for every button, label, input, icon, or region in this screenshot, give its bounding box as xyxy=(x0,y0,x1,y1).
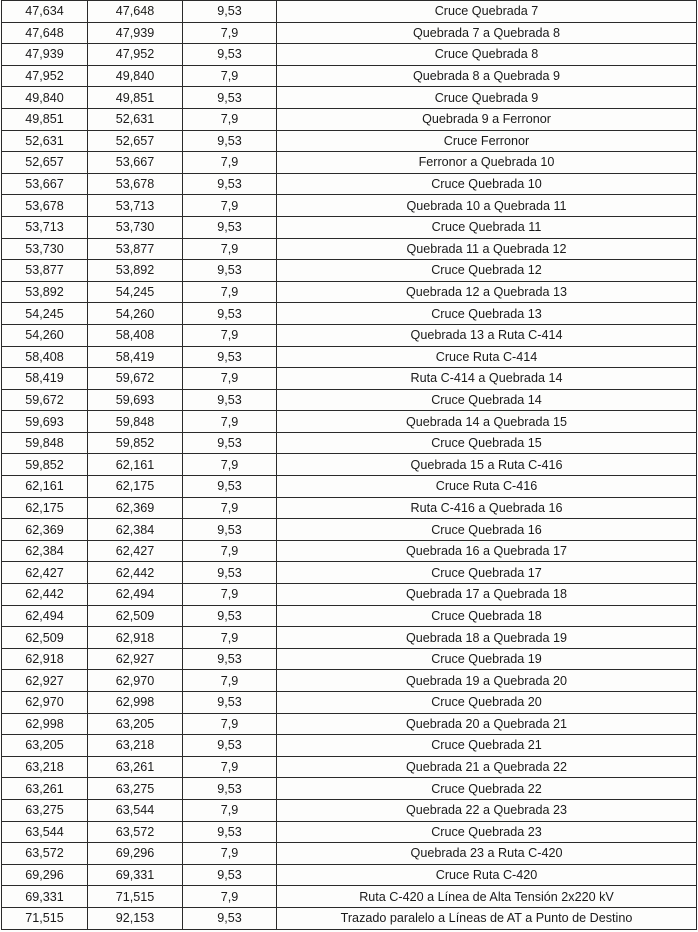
km-start-cell: 47,648 xyxy=(2,22,88,44)
width-cell: 9,53 xyxy=(183,87,277,109)
km-start-cell: 62,927 xyxy=(2,670,88,692)
width-cell: 9,53 xyxy=(183,519,277,541)
width-cell: 9,53 xyxy=(183,648,277,670)
km-end-cell: 54,245 xyxy=(88,281,183,303)
table-row xyxy=(2,432,697,454)
table-row xyxy=(2,87,697,109)
km-end-cell: 69,296 xyxy=(88,843,183,865)
description-cell: Quebrada 13 a Ruta C-414 xyxy=(277,324,697,346)
km-end-cell: 63,572 xyxy=(88,821,183,843)
description-cell: Cruce Quebrada 22 xyxy=(277,778,697,800)
table-row xyxy=(2,584,697,606)
description-cell: Cruce Quebrada 21 xyxy=(277,735,697,757)
table-row xyxy=(2,799,697,821)
width-cell: 7,9 xyxy=(183,152,277,174)
km-start-cell: 69,331 xyxy=(2,886,88,908)
km-start-cell: 52,631 xyxy=(2,130,88,152)
table-row xyxy=(2,735,697,757)
km-start-cell: 71,515 xyxy=(2,907,88,929)
description-cell: Cruce Quebrada 20 xyxy=(277,692,697,714)
width-cell: 9,53 xyxy=(183,476,277,498)
width-cell: 9,53 xyxy=(183,216,277,238)
km-start-cell: 58,408 xyxy=(2,346,88,368)
width-cell: 9,53 xyxy=(183,389,277,411)
description-cell: Cruce Quebrada 7 xyxy=(277,1,697,23)
width-cell: 7,9 xyxy=(183,843,277,865)
km-end-cell: 62,918 xyxy=(88,627,183,649)
table-row xyxy=(2,648,697,670)
table-row xyxy=(2,519,697,541)
width-cell: 9,53 xyxy=(183,1,277,23)
table-row xyxy=(2,886,697,908)
width-cell: 7,9 xyxy=(183,886,277,908)
km-start-cell: 54,245 xyxy=(2,303,88,325)
width-cell: 7,9 xyxy=(183,238,277,260)
km-start-cell: 59,672 xyxy=(2,389,88,411)
km-start-cell: 59,848 xyxy=(2,432,88,454)
table-row xyxy=(2,65,697,87)
km-start-cell: 63,205 xyxy=(2,735,88,757)
km-start-cell: 62,175 xyxy=(2,497,88,519)
width-cell: 9,53 xyxy=(183,432,277,454)
width-cell: 9,53 xyxy=(183,907,277,929)
km-end-cell: 59,852 xyxy=(88,432,183,454)
description-cell: Cruce Quebrada 12 xyxy=(277,260,697,282)
km-end-cell: 62,384 xyxy=(88,519,183,541)
width-cell: 7,9 xyxy=(183,368,277,390)
table-row xyxy=(2,497,697,519)
table-row xyxy=(2,44,697,66)
width-cell: 7,9 xyxy=(183,411,277,433)
km-start-cell: 62,369 xyxy=(2,519,88,541)
table-row xyxy=(2,1,697,23)
km-end-cell: 54,260 xyxy=(88,303,183,325)
width-cell: 9,53 xyxy=(183,173,277,195)
width-cell: 9,53 xyxy=(183,562,277,584)
table-row xyxy=(2,22,697,44)
km-end-cell: 92,153 xyxy=(88,907,183,929)
table-row xyxy=(2,411,697,433)
width-cell: 7,9 xyxy=(183,281,277,303)
km-end-cell: 59,848 xyxy=(88,411,183,433)
km-end-cell: 59,693 xyxy=(88,389,183,411)
km-end-cell: 62,369 xyxy=(88,497,183,519)
description-cell: Cruce Ferronor xyxy=(277,130,697,152)
table-row xyxy=(2,238,697,260)
km-end-cell: 47,939 xyxy=(88,22,183,44)
description-cell: Quebrada 16 a Quebrada 17 xyxy=(277,540,697,562)
table-row xyxy=(2,324,697,346)
description-cell: Quebrada 8 a Quebrada 9 xyxy=(277,65,697,87)
width-cell: 9,53 xyxy=(183,821,277,843)
table-row xyxy=(2,692,697,714)
km-end-cell: 49,851 xyxy=(88,87,183,109)
table-row xyxy=(2,108,697,130)
width-cell: 7,9 xyxy=(183,454,277,476)
km-end-cell: 53,678 xyxy=(88,173,183,195)
km-end-cell: 53,877 xyxy=(88,238,183,260)
description-cell: Quebrada 7 a Quebrada 8 xyxy=(277,22,697,44)
width-cell: 9,53 xyxy=(183,735,277,757)
route-segments-table xyxy=(1,0,697,930)
km-end-cell: 47,952 xyxy=(88,44,183,66)
width-cell: 7,9 xyxy=(183,195,277,217)
km-end-cell: 52,631 xyxy=(88,108,183,130)
table-row xyxy=(2,368,697,390)
km-start-cell: 54,260 xyxy=(2,324,88,346)
km-end-cell: 53,667 xyxy=(88,152,183,174)
width-cell: 9,53 xyxy=(183,346,277,368)
description-cell: Cruce Quebrada 10 xyxy=(277,173,697,195)
km-end-cell: 63,261 xyxy=(88,756,183,778)
km-start-cell: 69,296 xyxy=(2,864,88,886)
table-row xyxy=(2,130,697,152)
table-row xyxy=(2,778,697,800)
description-cell: Cruce Ruta C-416 xyxy=(277,476,697,498)
km-end-cell: 62,494 xyxy=(88,584,183,606)
table-row xyxy=(2,173,697,195)
km-start-cell: 62,427 xyxy=(2,562,88,584)
km-start-cell: 63,572 xyxy=(2,843,88,865)
km-end-cell: 69,331 xyxy=(88,864,183,886)
description-cell: Cruce Quebrada 8 xyxy=(277,44,697,66)
table-row xyxy=(2,864,697,886)
description-cell: Quebrada 18 a Quebrada 19 xyxy=(277,627,697,649)
km-start-cell: 53,667 xyxy=(2,173,88,195)
table-row xyxy=(2,389,697,411)
description-cell: Trazado paralelo a Líneas de AT a Punto de Destino xyxy=(277,907,697,929)
km-start-cell: 62,998 xyxy=(2,713,88,735)
km-end-cell: 62,927 xyxy=(88,648,183,670)
width-cell: 7,9 xyxy=(183,22,277,44)
km-start-cell: 53,678 xyxy=(2,195,88,217)
width-cell: 9,53 xyxy=(183,692,277,714)
description-cell: Quebrada 12 a Quebrada 13 xyxy=(277,281,697,303)
km-start-cell: 59,852 xyxy=(2,454,88,476)
description-cell: Quebrada 22 a Quebrada 23 xyxy=(277,799,697,821)
description-cell: Cruce Quebrada 17 xyxy=(277,562,697,584)
table-row xyxy=(2,195,697,217)
km-start-cell: 49,840 xyxy=(2,87,88,109)
km-start-cell: 62,442 xyxy=(2,584,88,606)
table-row xyxy=(2,907,697,929)
width-cell: 9,53 xyxy=(183,778,277,800)
description-cell: Quebrada 23 a Ruta C-420 xyxy=(277,843,697,865)
km-end-cell: 53,730 xyxy=(88,216,183,238)
width-cell: 9,53 xyxy=(183,303,277,325)
width-cell: 7,9 xyxy=(183,713,277,735)
description-cell: Cruce Quebrada 16 xyxy=(277,519,697,541)
km-start-cell: 58,419 xyxy=(2,368,88,390)
km-end-cell: 62,442 xyxy=(88,562,183,584)
km-start-cell: 53,730 xyxy=(2,238,88,260)
km-end-cell: 63,218 xyxy=(88,735,183,757)
description-cell: Ferronor a Quebrada 10 xyxy=(277,152,697,174)
km-start-cell: 59,693 xyxy=(2,411,88,433)
km-start-cell: 63,275 xyxy=(2,799,88,821)
width-cell: 7,9 xyxy=(183,324,277,346)
km-end-cell: 62,970 xyxy=(88,670,183,692)
km-end-cell: 53,713 xyxy=(88,195,183,217)
km-end-cell: 47,648 xyxy=(88,1,183,23)
km-start-cell: 53,892 xyxy=(2,281,88,303)
width-cell: 7,9 xyxy=(183,65,277,87)
km-start-cell: 49,851 xyxy=(2,108,88,130)
width-cell: 7,9 xyxy=(183,627,277,649)
description-cell: Ruta C-416 a Quebrada 16 xyxy=(277,497,697,519)
width-cell: 7,9 xyxy=(183,799,277,821)
km-end-cell: 62,998 xyxy=(88,692,183,714)
description-cell: Quebrada 15 a Ruta C-416 xyxy=(277,454,697,476)
description-cell: Cruce Ruta C-414 xyxy=(277,346,697,368)
table-row xyxy=(2,540,697,562)
km-end-cell: 62,509 xyxy=(88,605,183,627)
width-cell: 9,53 xyxy=(183,864,277,886)
km-end-cell: 58,419 xyxy=(88,346,183,368)
km-start-cell: 62,384 xyxy=(2,540,88,562)
width-cell: 7,9 xyxy=(183,584,277,606)
table-row xyxy=(2,152,697,174)
table-row xyxy=(2,756,697,778)
km-end-cell: 63,544 xyxy=(88,799,183,821)
km-start-cell: 47,634 xyxy=(2,1,88,23)
width-cell: 9,53 xyxy=(183,260,277,282)
km-start-cell: 53,877 xyxy=(2,260,88,282)
table-row xyxy=(2,605,697,627)
description-cell: Cruce Ruta C-420 xyxy=(277,864,697,886)
table-row xyxy=(2,281,697,303)
km-end-cell: 63,205 xyxy=(88,713,183,735)
km-start-cell: 52,657 xyxy=(2,152,88,174)
table-row xyxy=(2,843,697,865)
table-row xyxy=(2,454,697,476)
km-end-cell: 71,515 xyxy=(88,886,183,908)
description-cell: Cruce Quebrada 11 xyxy=(277,216,697,238)
km-end-cell: 49,840 xyxy=(88,65,183,87)
description-cell: Quebrada 10 a Quebrada 11 xyxy=(277,195,697,217)
km-start-cell: 62,918 xyxy=(2,648,88,670)
width-cell: 9,53 xyxy=(183,130,277,152)
width-cell: 7,9 xyxy=(183,670,277,692)
km-start-cell: 53,713 xyxy=(2,216,88,238)
km-start-cell: 63,544 xyxy=(2,821,88,843)
table-row xyxy=(2,303,697,325)
width-cell: 9,53 xyxy=(183,605,277,627)
km-start-cell: 62,970 xyxy=(2,692,88,714)
description-cell: Cruce Quebrada 14 xyxy=(277,389,697,411)
table-row xyxy=(2,670,697,692)
description-cell: Quebrada 20 a Quebrada 21 xyxy=(277,713,697,735)
km-end-cell: 53,892 xyxy=(88,260,183,282)
description-cell: Cruce Quebrada 23 xyxy=(277,821,697,843)
description-cell: Ruta C-420 a Línea de Alta Tensión 2x220 kV xyxy=(277,886,697,908)
km-start-cell: 47,952 xyxy=(2,65,88,87)
table-row xyxy=(2,476,697,498)
km-end-cell: 52,657 xyxy=(88,130,183,152)
table-body xyxy=(2,1,697,930)
description-cell: Quebrada 9 a Ferronor xyxy=(277,108,697,130)
description-cell: Cruce Quebrada 13 xyxy=(277,303,697,325)
km-end-cell: 62,161 xyxy=(88,454,183,476)
table-row xyxy=(2,627,697,649)
description-cell: Ruta C-414 a Quebrada 14 xyxy=(277,368,697,390)
width-cell: 7,9 xyxy=(183,497,277,519)
km-end-cell: 62,175 xyxy=(88,476,183,498)
description-cell: Quebrada 19 a Quebrada 20 xyxy=(277,670,697,692)
table-row xyxy=(2,821,697,843)
km-start-cell: 62,509 xyxy=(2,627,88,649)
table-row xyxy=(2,216,697,238)
description-cell: Cruce Quebrada 15 xyxy=(277,432,697,454)
km-start-cell: 47,939 xyxy=(2,44,88,66)
description-cell: Cruce Quebrada 9 xyxy=(277,87,697,109)
width-cell: 7,9 xyxy=(183,756,277,778)
km-start-cell: 62,161 xyxy=(2,476,88,498)
table-row xyxy=(2,713,697,735)
description-cell: Quebrada 14 a Quebrada 15 xyxy=(277,411,697,433)
width-cell: 9,53 xyxy=(183,44,277,66)
width-cell: 7,9 xyxy=(183,108,277,130)
km-end-cell: 58,408 xyxy=(88,324,183,346)
km-end-cell: 63,275 xyxy=(88,778,183,800)
description-cell: Quebrada 11 a Quebrada 12 xyxy=(277,238,697,260)
km-start-cell: 63,261 xyxy=(2,778,88,800)
km-start-cell: 62,494 xyxy=(2,605,88,627)
description-cell: Quebrada 17 a Quebrada 18 xyxy=(277,584,697,606)
km-end-cell: 59,672 xyxy=(88,368,183,390)
km-start-cell: 63,218 xyxy=(2,756,88,778)
description-cell: Quebrada 21 a Quebrada 22 xyxy=(277,756,697,778)
description-cell: Cruce Quebrada 18 xyxy=(277,605,697,627)
table-row xyxy=(2,562,697,584)
description-cell: Cruce Quebrada 19 xyxy=(277,648,697,670)
km-end-cell: 62,427 xyxy=(88,540,183,562)
table-row xyxy=(2,346,697,368)
width-cell: 7,9 xyxy=(183,540,277,562)
table-row xyxy=(2,260,697,282)
